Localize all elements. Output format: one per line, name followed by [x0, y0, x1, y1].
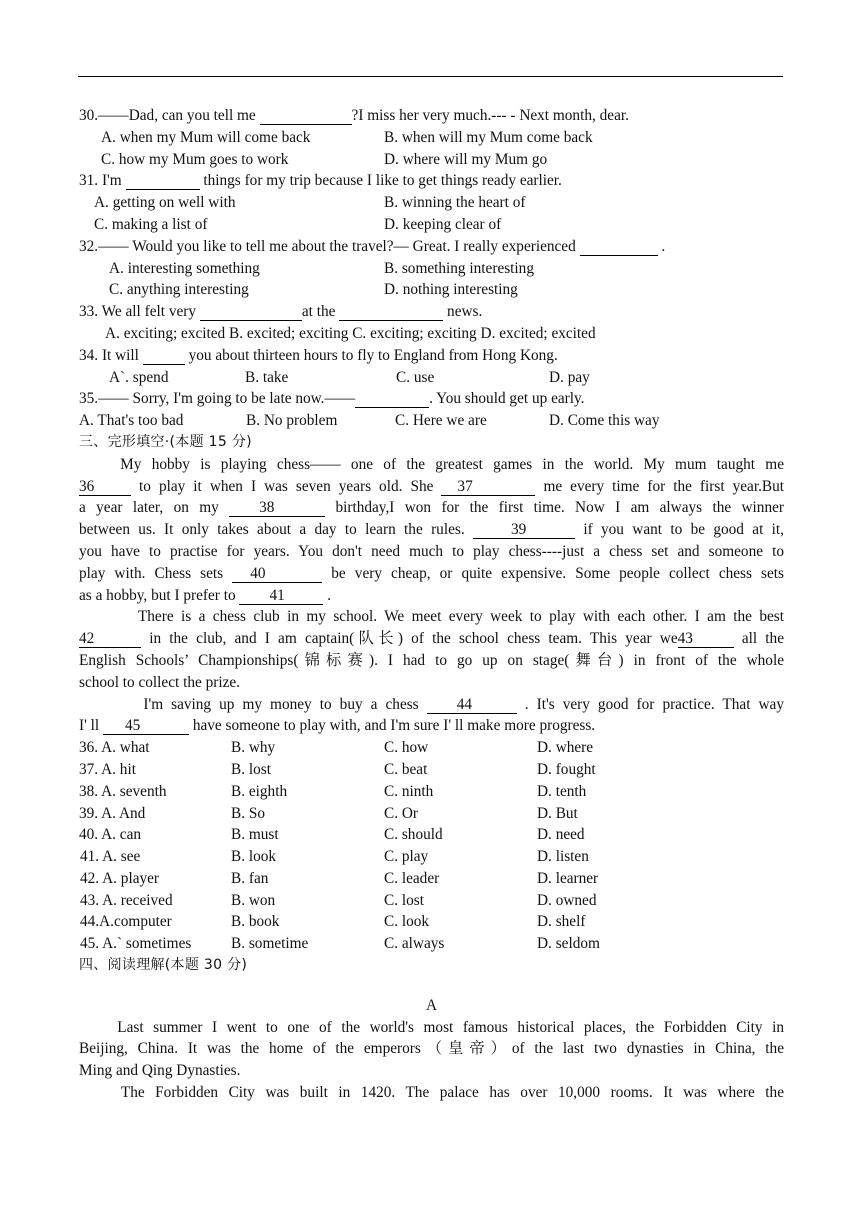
cloze-option[interactable]: 45. A.` sometimes: [80, 935, 192, 953]
option[interactable]: C. anything interesting: [109, 281, 249, 299]
paragraph-line: [79, 694, 784, 716]
option-line: [79, 127, 784, 149]
option[interactable]: A. That's too bad: [79, 412, 184, 430]
passage-text: The Forbidden City was built in 1420. The palace has over 10,000 rooms. It was where the: [79, 1084, 784, 1102]
option[interactable]: A. when my Mum will come back: [101, 128, 311, 146]
question-stem: [79, 236, 784, 258]
passage-text: if you want to be good at it,: [574, 521, 784, 539]
cloze-blank-36[interactable]: [79, 479, 131, 496]
cloze-option[interactable]: D. seldom: [537, 935, 600, 953]
question-text: things for my trip because I like to get things ready earlier.: [199, 172, 562, 190]
cloze-option[interactable]: 44.A.computer: [80, 913, 172, 931]
cloze-option[interactable]: B. must: [231, 826, 279, 844]
blank-number: 42: [79, 630, 95, 648]
option[interactable]: B. winning the heart of: [384, 194, 526, 212]
blank-number: 44: [456, 695, 472, 713]
option: A. exciting; excited B. excited; exciting C. exciting; exciting D. excited; excited: [105, 324, 596, 342]
cloze-option[interactable]: D. learner: [537, 869, 599, 887]
paragraph-line: [79, 497, 784, 519]
option[interactable]: A. interesting something: [109, 259, 260, 277]
blank-number: 37: [457, 477, 473, 495]
cloze-blank-42[interactable]: [79, 631, 141, 648]
answer-blank[interactable]: [355, 391, 429, 408]
cloze-option[interactable]: C. beat: [384, 760, 428, 778]
paragraph-line: [79, 650, 784, 672]
option-line: [79, 258, 784, 280]
cloze-option-row: [79, 890, 784, 912]
option[interactable]: B. when will my Mum come back: [384, 128, 593, 146]
cloze-option[interactable]: C. ninth: [384, 782, 434, 800]
answer-blank[interactable]: [339, 304, 443, 321]
cloze-paragraph: [79, 454, 784, 607]
cloze-option-row: [79, 781, 784, 803]
passage-text: a year later, on my: [79, 499, 230, 517]
question-text: 30.——Dad, can you tell me: [79, 107, 260, 124]
cloze-blank-40[interactable]: [232, 566, 322, 583]
cloze-option[interactable]: B. lost: [231, 760, 271, 778]
paragraph-line: [79, 1038, 784, 1060]
cloze-option[interactable]: D. fought: [537, 760, 596, 778]
cloze-option[interactable]: 36. A. what: [79, 739, 150, 757]
paragraph-line: [79, 476, 784, 498]
question-stem: [79, 301, 784, 323]
blank-number: 36: [79, 477, 95, 495]
section-heading: 三、完形填空·(本题 15 分): [79, 433, 252, 450]
option[interactable]: D. Come this way: [549, 412, 660, 430]
option[interactable]: B. take: [245, 368, 289, 386]
passage-text: school to collect the prize.: [79, 673, 240, 691]
passage-text: to play it when I was seven years old. She: [131, 477, 442, 495]
cloze-option[interactable]: C. always: [384, 935, 445, 953]
passage-text: I'm saving up my money to buy a chess: [79, 695, 427, 713]
question-text: at the: [301, 303, 340, 321]
cloze-blank-39[interactable]: [473, 522, 575, 539]
blank-number: 41: [269, 586, 285, 604]
question-text: 33. We all felt very: [79, 303, 200, 321]
cloze-option-row: [79, 803, 784, 825]
option[interactable]: D. keeping clear of: [384, 215, 502, 233]
cloze-blank-38[interactable]: [229, 500, 325, 517]
cloze-option[interactable]: C. should: [384, 826, 443, 844]
passage-text: There is a chess club in my school. We meet every week to play with each other. I am the best: [79, 608, 784, 626]
passage-text: birthday,I won for the first time. Now I am always the winner: [325, 499, 784, 517]
cloze-option[interactable]: D. owned: [537, 891, 597, 909]
answer-blank[interactable]: [260, 108, 352, 125]
passage-text: all the: [733, 630, 784, 648]
cloze-blank-43[interactable]: [678, 631, 734, 648]
option-line: [79, 410, 784, 432]
cloze-blank-41[interactable]: [239, 588, 323, 605]
passage-label: A: [425, 996, 438, 1014]
cloze-option[interactable]: B. So: [231, 804, 266, 822]
cloze-option[interactable]: 39. A. And: [79, 804, 146, 822]
paragraph-line: [79, 628, 784, 650]
option-line: [79, 192, 784, 214]
passage-text: .: [323, 586, 332, 604]
cloze-option[interactable]: D. But: [537, 804, 578, 822]
question-text: .: [657, 237, 666, 255]
cloze-paragraph: [79, 694, 784, 738]
answer-blank[interactable]: [126, 173, 200, 190]
option[interactable]: C. how my Mum goes to work: [101, 150, 289, 168]
paragraph-line: [79, 519, 784, 541]
cloze-option[interactable]: D. need: [537, 826, 585, 844]
cloze-option[interactable]: 37. A. hit: [79, 760, 136, 778]
cloze-option[interactable]: C. play: [384, 848, 429, 866]
question-text: 31. I'm: [79, 172, 126, 190]
option[interactable]: C. use: [396, 368, 435, 386]
option[interactable]: A. getting on well with: [94, 194, 236, 212]
passage-text: . It's very good for practice. That way: [516, 695, 784, 713]
paragraph-line: [79, 715, 784, 737]
question-text: news.: [443, 303, 483, 321]
passage-text: in the club, and I am captain(队长) of the school chess team. This year we: [141, 630, 678, 648]
option[interactable]: B. something interesting: [384, 259, 534, 277]
passage-text: be very cheap, or quite expensive. Some people collect chess sets: [322, 564, 784, 582]
cloze-option[interactable]: C. lost: [384, 891, 424, 909]
option-line: [79, 367, 784, 389]
answer-blank[interactable]: [200, 304, 302, 321]
cloze-option-row: [79, 868, 784, 890]
cloze-option-row: [79, 824, 784, 846]
blank-number: 39: [510, 521, 527, 539]
cloze-option[interactable]: D. where: [537, 739, 594, 757]
blank-number: 38: [259, 499, 275, 517]
passage-text: have someone to play with, and I'm sure I' ll make more progress.: [189, 717, 596, 735]
passage-text: I' ll: [79, 717, 103, 735]
question-stem: [79, 105, 784, 127]
passage-text: Ming and Qing Dynasties.: [79, 1062, 241, 1080]
cloze-option-row: [79, 933, 784, 955]
cloze-option[interactable]: D. listen: [537, 848, 589, 866]
section-heading: 四、阅读理解(本题 30 分): [79, 957, 248, 974]
cloze-blank-37[interactable]: [441, 479, 535, 496]
paragraph-line: [79, 563, 784, 585]
question-text: 35.—— Sorry, I'm going to be late now.——: [79, 390, 356, 408]
cloze-option[interactable]: 42. A. player: [80, 869, 160, 887]
paragraph-line: [79, 541, 784, 563]
cloze-option[interactable]: 43. A. received: [80, 891, 173, 909]
cloze-blank-45[interactable]: [103, 718, 189, 735]
option-line: [79, 323, 784, 345]
cloze-option[interactable]: B. won: [231, 891, 276, 909]
cloze-option[interactable]: B. book: [231, 913, 280, 931]
cloze-option[interactable]: B. look: [231, 848, 277, 866]
passage-text: you have to practise for years. You don't need much to play chess----just a chess set and someone to: [79, 542, 784, 560]
cloze-option[interactable]: B. eighth: [231, 782, 288, 800]
question-text: 34. It will: [79, 346, 143, 364]
answer-blank[interactable]: [580, 239, 658, 256]
blank-number: 45: [125, 717, 141, 735]
cloze-option-row: [79, 759, 784, 781]
question-stem: [79, 345, 784, 367]
cloze-option[interactable]: B. sometime: [231, 935, 309, 953]
reading-passage: [79, 1017, 784, 1104]
blank-number: 40: [250, 564, 266, 582]
option[interactable]: D. pay: [549, 368, 590, 386]
passage-text: Last summer I went to one of the world's most famous historical places, the Forbidden City in: [79, 1018, 784, 1036]
cloze-paragraph: [79, 606, 784, 693]
cloze-option[interactable]: C. leader: [384, 869, 440, 887]
paragraph-line: [79, 606, 784, 628]
cloze-option[interactable]: C. look: [384, 913, 430, 931]
question-stem: [79, 170, 784, 192]
paragraph-line: [79, 585, 784, 607]
paragraph-line: [79, 672, 784, 694]
header-rule: [78, 76, 783, 77]
cloze-option[interactable]: B. why: [231, 739, 276, 757]
option[interactable]: B. No problem: [246, 412, 338, 430]
paragraph-line: [79, 1082, 784, 1104]
cloze-option-row: [79, 737, 784, 759]
option[interactable]: C. Here we are: [395, 412, 487, 430]
question-stem: [79, 388, 784, 410]
question-text: 32.—— Would you like to tell me about the travel?— Great. I really experienced: [79, 237, 580, 255]
passage-text: as a hobby, but I prefer to: [79, 586, 240, 604]
paragraph-line: [79, 1060, 784, 1082]
cloze-option[interactable]: D. shelf: [537, 913, 586, 931]
option-line: [79, 279, 784, 301]
option-line: [79, 149, 784, 171]
passage-text: me every time for the first year.But: [535, 477, 784, 495]
exam-page: [79, 105, 784, 1104]
option-line: [79, 214, 784, 236]
question-text: ?I miss her very much.--- - Next month, dear.: [351, 107, 629, 124]
passage-text: play with. Chess sets: [79, 564, 233, 582]
cloze-option[interactable]: 41. A. see: [80, 848, 141, 866]
cloze-blank-44[interactable]: [427, 697, 517, 714]
question-text: . You should get up early.: [429, 390, 585, 408]
spacer: [79, 977, 784, 995]
cloze-option[interactable]: D. tenth: [537, 782, 587, 800]
option[interactable]: C. making a list of: [94, 215, 208, 233]
option[interactable]: D. where will my Mum go: [384, 150, 548, 168]
cloze-option[interactable]: 40. A. can: [79, 826, 142, 844]
option[interactable]: D. nothing interesting: [384, 281, 518, 299]
passage-text: Beijing, China. It was the home of the emperors（皇帝）of the last two dynasties in China, the: [79, 1040, 784, 1058]
paragraph-line: [79, 1017, 784, 1039]
blank-number: 43: [677, 630, 693, 648]
option[interactable]: A`. spend: [109, 368, 169, 386]
answer-blank[interactable]: [143, 348, 185, 365]
paragraph-line: [79, 454, 784, 476]
passage-text: My hobby is playing chess—— one of the greatest games in the world. My mum taught me: [79, 455, 784, 473]
question-text: you about thirteen hours to fly to England from Hong Kong.: [184, 346, 558, 364]
cloze-option[interactable]: 38. A. seventh: [79, 782, 167, 800]
cloze-option[interactable]: C. how: [384, 739, 429, 757]
passage-text: English Schools’ Championships(锦标赛). I had to go up on stage(舞台) in front of the whole: [79, 651, 784, 669]
passage-text: between us. It only takes about a day to learn the rules.: [79, 521, 473, 539]
cloze-option[interactable]: C. Or: [384, 804, 418, 822]
cloze-option[interactable]: B. fan: [231, 869, 269, 887]
cloze-option-row: [79, 846, 784, 868]
cloze-option-row: [79, 911, 784, 933]
